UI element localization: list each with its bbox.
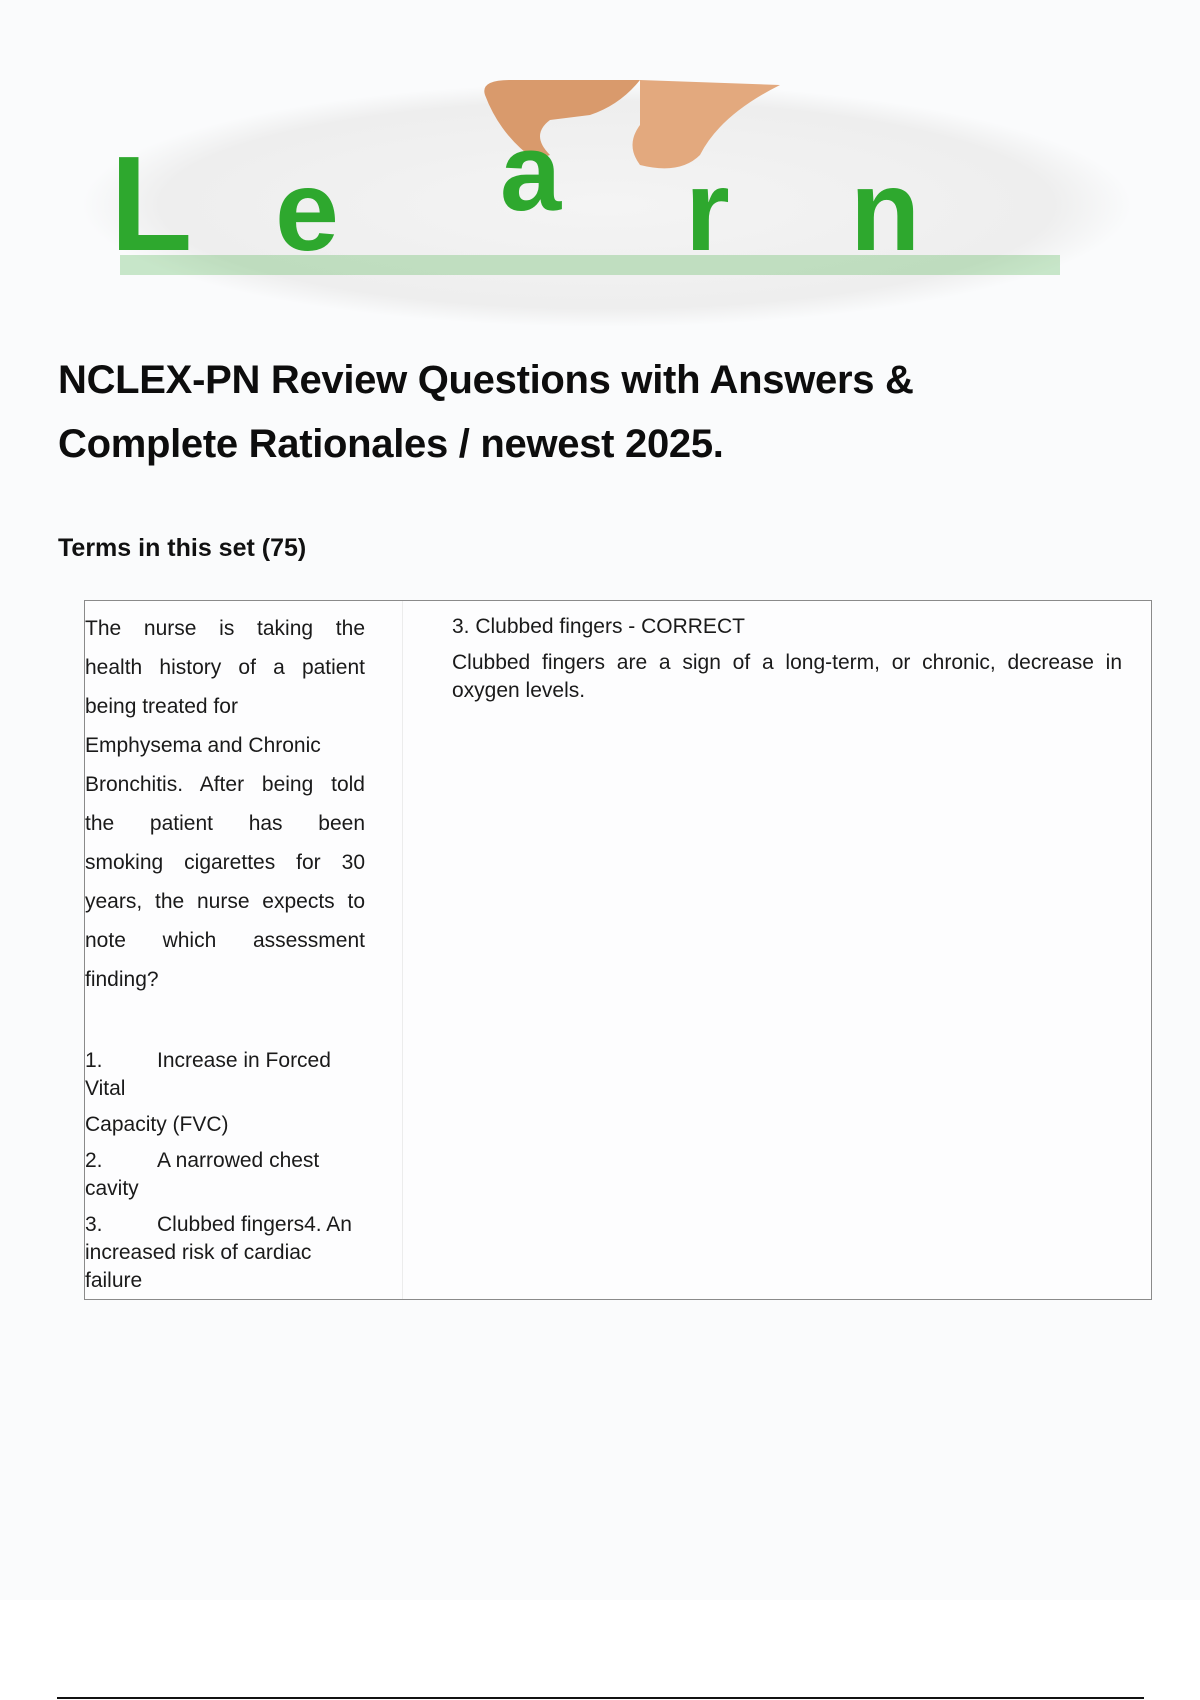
- flashcard-term: [84, 600, 1152, 1300]
- title-line-1: NCLEX-PN Review Questions with Answers &: [58, 358, 914, 402]
- svg-text:e: e: [275, 147, 339, 275]
- rationale: Clubbed fingers are a sign of a long-term, or chronic, decrease in oxygen levels.: [452, 651, 1122, 702]
- terms-count-heading: Terms in this set (75): [58, 534, 307, 562]
- question-text: [85, 609, 365, 1303]
- title-line-2: Complete Rationales / newest 2025.: [58, 422, 724, 466]
- question-line: Bronchitis. After being told: [85, 773, 365, 796]
- question-line: being treated for: [85, 695, 238, 718]
- question-line: note which assessment: [85, 929, 365, 952]
- svg-text:a: a: [500, 111, 562, 234]
- footer-rule: [57, 1697, 1144, 1699]
- question-line: finding?: [85, 968, 159, 991]
- option-1: 1. Increase in Forced Vital Capacity (FVC): [85, 1049, 331, 1136]
- option-2: 2. A narrowed chest cavity: [85, 1149, 320, 1200]
- question-line: The nurse is taking the: [85, 617, 365, 640]
- svg-text:n: n: [850, 147, 921, 275]
- question-line: smoking cigarettes for 30: [85, 851, 365, 874]
- card-divider: [402, 601, 403, 1299]
- document-title: [58, 348, 1058, 476]
- question-line: Emphysema and Chronic: [85, 734, 321, 757]
- question-line: years, the nurse expects to: [85, 890, 365, 913]
- answer-options: [85, 1047, 365, 1295]
- question-line: the patient has been: [85, 812, 365, 835]
- learn-logo-image: [80, 75, 1135, 330]
- svg-text:r: r: [685, 147, 730, 275]
- logo-letter-L: L: [110, 128, 193, 279]
- question-line: health history of a patient: [85, 656, 365, 679]
- correct-answer: 3. Clubbed fingers - CORRECT: [452, 615, 745, 638]
- option-3: 3. Clubbed fingers4. An increased risk of cardiac failure: [85, 1213, 352, 1292]
- answer-text: [452, 613, 1122, 705]
